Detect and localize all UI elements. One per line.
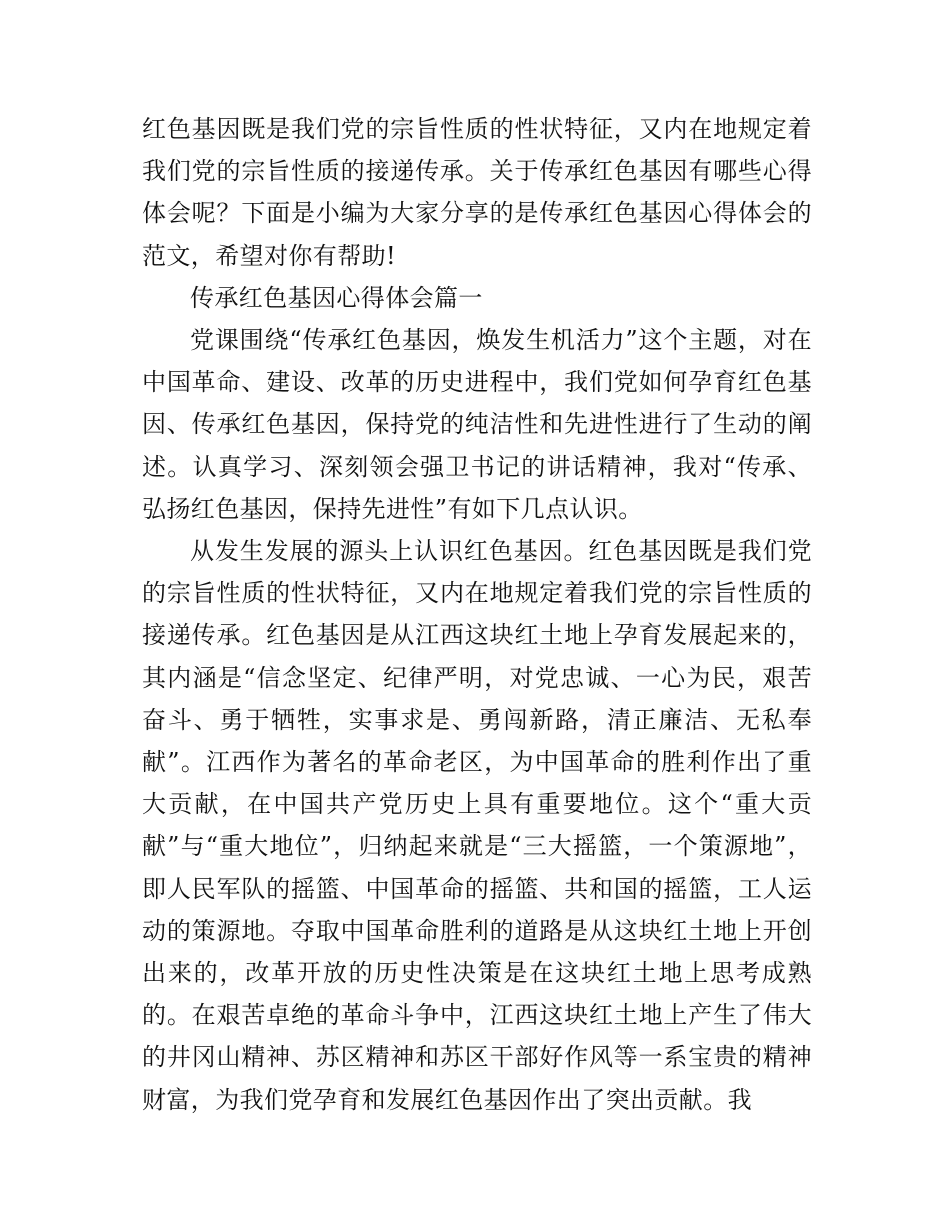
body-paragraph-2: 从发生发展的源头上认识红色基因。红色基因既是我们党的宗旨性质的性状特征，又内在地规定着我们党的宗旨性质的接递传承。红色基因是从江西这块红土地上孕育发展起来的，其内涵是“信念坚定、纪律严明，对党忠诚、一心为民，艰苦奋斗、勇于牺牲，实事求是、勇闯新路，清正廉洁、无私奉献”。江西作为著名的革命老区，为中国革命的胜利作出了重大贡献，在中国共产党历史上具有重要地位。这个“重大贡献”与“重大地位”，归纳起来就是“三大摇篮，一个策源地”，即人民军队的摇篮、中国革命的摇篮、共和国的摇篮，工人运动的策源地。夺取中国革命胜利的道路是从这块红土地上开创出来的，改革开放的历史性决策是在这块红土地上思考成熟的。在艰苦卓绝的革命斗争中，江西这块红土地上产生了伟大的井冈山精神、苏区精神和苏区干部好作风等一系宝贵的精神财富，为我们党孕育和发展红色基因作出了突出贡献。我 xyxy=(142,537,812,1114)
document-body xyxy=(142,108,812,1121)
section-heading: 传承红色基因心得体会篇一 xyxy=(190,283,483,312)
intro-paragraph: 红色基因既是我们党的宗旨性质的性状特征，又内在地规定着我们党的宗旨性质的接递传承。关于传承红色基因有哪些心得体会呢？下面是小编为大家分享的是传承红色基因心得体会的范文，希望对你有帮助! xyxy=(142,115,812,270)
body-paragraph-1: 党课围绕“传承红色基因，焕发生机活力”这个主题，对在中国革命、建设、改革的历史进程中，我们党如何孕育红色基因、传承红色基因，保持党的纯洁性和先进性进行了生动的阐述。认真学习、深刻领会强卫书记的讲话精神，我对“传承、弘扬红色基因，保持先进性”有如下几点认识。 xyxy=(142,326,812,523)
